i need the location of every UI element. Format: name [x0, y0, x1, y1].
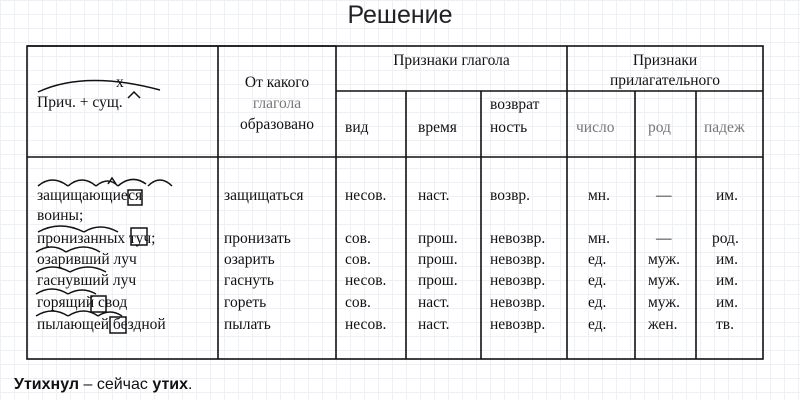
row-verb: защищаться — [224, 187, 304, 204]
row-phrase: горящий свод — [37, 294, 128, 311]
footer-period: . — [188, 376, 193, 393]
row-padezh: тв. — [716, 316, 734, 333]
footer-note — [14, 376, 192, 394]
row-vremya: прош. — [418, 251, 458, 268]
row-vozvrat: невозвр. — [490, 294, 546, 311]
row-padezh: им. — [716, 187, 738, 204]
row-chislo: мн. — [588, 187, 610, 204]
header-adj-features-line2: прилагательного — [609, 72, 720, 89]
row-padezh: им. — [716, 294, 738, 311]
row-vremya: наст. — [418, 187, 450, 204]
row-chislo: мн. — [588, 230, 610, 247]
row-padezh: им. — [716, 251, 738, 268]
row-verb: гаснуть — [224, 272, 275, 289]
row-vremya: прош. — [418, 230, 458, 247]
header-padezh: падеж — [704, 119, 745, 136]
header-vozvrat-line1: возврат — [490, 96, 540, 113]
header-verb-line3: образовано — [239, 116, 315, 133]
row-phrase: гаснувший луч — [37, 272, 137, 289]
row-vremya: наст. — [418, 316, 450, 333]
header-verb-line1: От какого — [244, 74, 310, 91]
row-vid: несов. — [345, 272, 387, 289]
row-phrase: пылающей бездной — [37, 316, 166, 333]
row-vozvrat: невозвр. — [490, 251, 546, 268]
row-rod: — — [656, 230, 672, 247]
row-rod: жен. — [648, 316, 678, 333]
row-verb: пылать — [224, 316, 271, 333]
row-padezh: им. — [716, 272, 738, 289]
row-rod: муж. — [648, 251, 680, 268]
header-chislo: число — [576, 119, 615, 136]
footer-dash: – сейчас — [79, 376, 153, 393]
header-adj-features-line1: Признаки — [632, 52, 698, 69]
row-vid: несов. — [345, 187, 387, 204]
row-verb: пронизать — [224, 230, 291, 247]
header-rod: род — [648, 119, 671, 136]
row-vozvrat: невозвр. — [490, 316, 546, 333]
row-rod: — — [656, 187, 672, 204]
row-vid: несов. — [345, 316, 387, 333]
header-vid: вид — [345, 119, 369, 136]
row-phrase: пронизанных туч; — [37, 230, 156, 247]
header-verb-features: Признаки глагола — [393, 52, 510, 69]
row-chislo: ед. — [588, 251, 607, 268]
row-phrase-cont: воины; — [37, 207, 84, 224]
row-vid: сов. — [345, 230, 371, 247]
row-verb: озарить — [224, 251, 275, 268]
row-vremya: прош. — [418, 272, 458, 289]
header-verb-line2: глагола — [252, 95, 302, 112]
row-chislo: ед. — [588, 294, 607, 311]
row-vozvrat: возвр. — [490, 187, 531, 204]
row-vremya: наст. — [418, 294, 450, 311]
row-rod: муж. — [648, 294, 680, 311]
row-chislo: ед. — [588, 316, 607, 333]
row-vid: сов. — [345, 294, 371, 311]
row-phrase: озаривший луч — [37, 251, 137, 268]
row-padezh: род. — [712, 230, 739, 247]
footer-word-before: Утихнул — [14, 376, 80, 393]
row-vozvrat: невозвр. — [490, 230, 546, 247]
row-rod: муж. — [648, 272, 680, 289]
header-vozvrat-line2: ность — [490, 119, 528, 136]
row-vid: сов. — [345, 251, 371, 268]
header-x-marker: x — [116, 74, 124, 91]
page-title: Решение — [347, 1, 453, 29]
row-chislo: ед. — [588, 272, 607, 289]
footer-word-after: утих — [152, 376, 189, 393]
header-vremya: время — [418, 119, 457, 136]
row-phrase: защищающиеся — [37, 187, 143, 204]
header-phrase-label: Прич. + сущ. — [37, 94, 123, 111]
row-verb: гореть — [224, 294, 267, 311]
row-vozvrat: невозвр. — [490, 272, 546, 289]
